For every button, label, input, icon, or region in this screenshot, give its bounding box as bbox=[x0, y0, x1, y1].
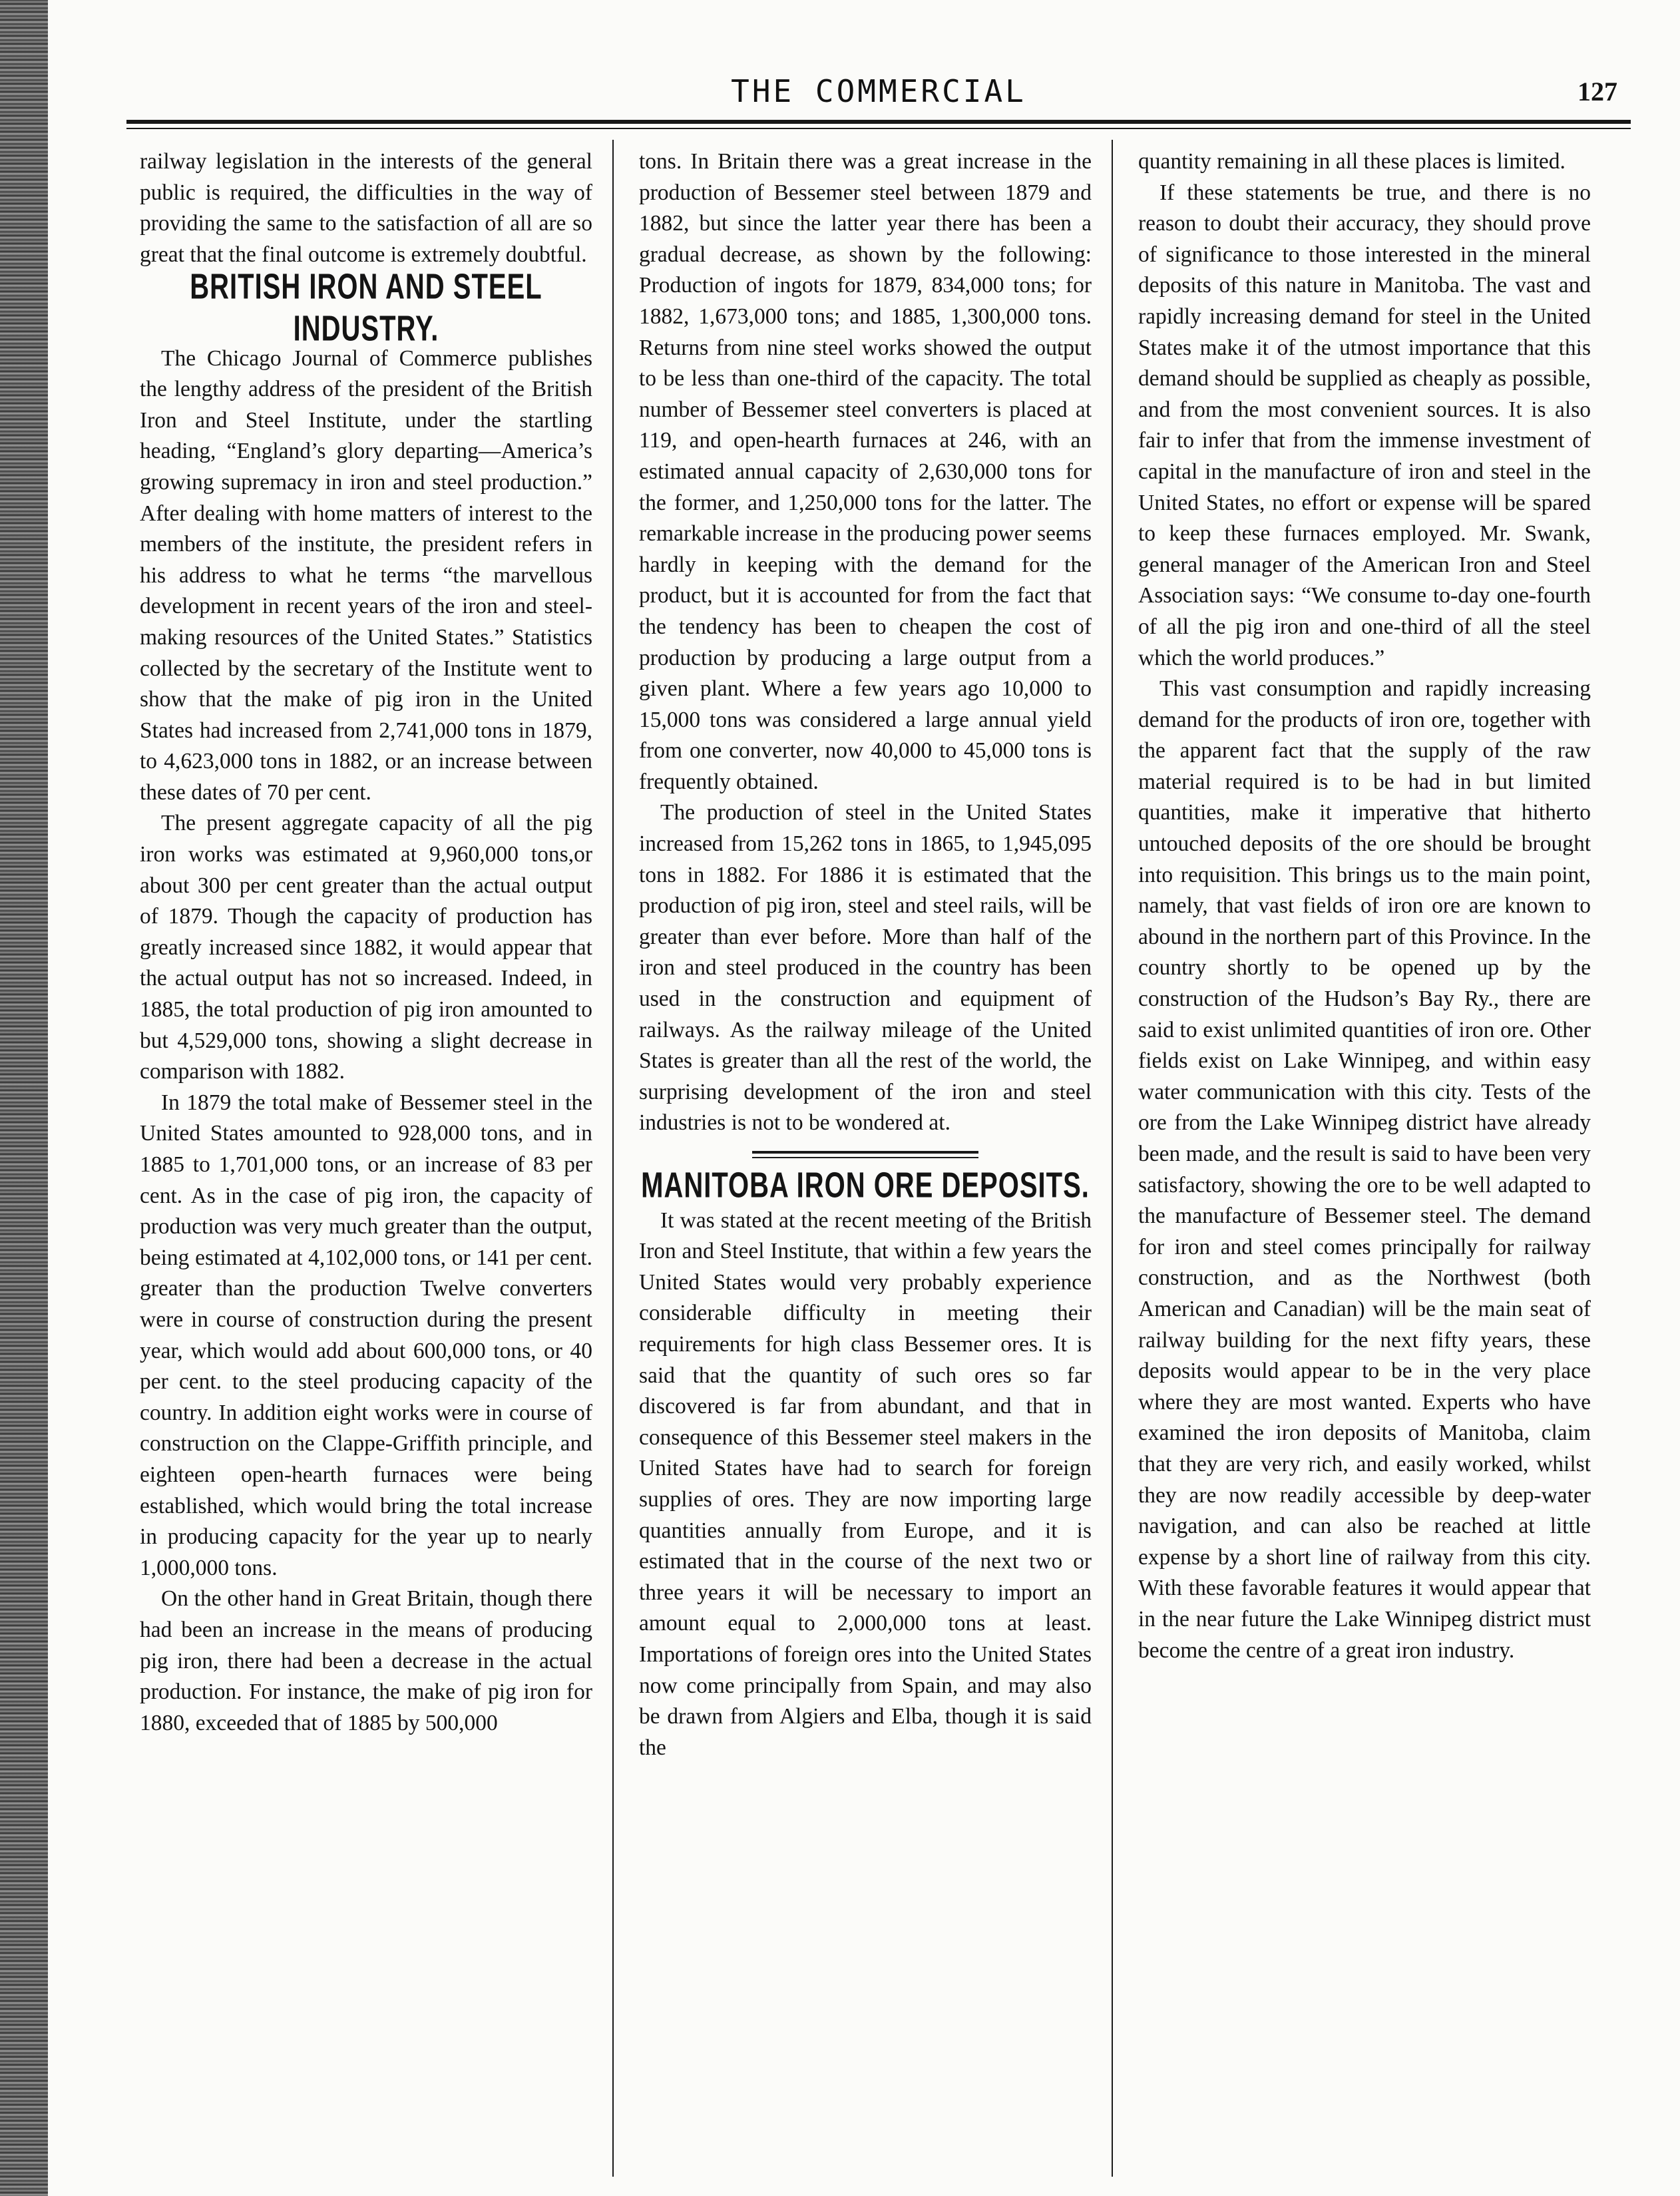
header-rule-thin bbox=[126, 128, 1631, 129]
book-spine-edge bbox=[0, 0, 48, 2196]
paragraph: The production of steel in the United States increased from 15,262 tons in 1865, to 1,945,095 tons in 1882. For 1886 it is estimated that the production of pig iron, steel and steel rails, will be greater than ever before. More than half of the iron and steel produced in the country has been used in the construction and equipment of railways. As the railway mileage of the United States is greater than all the rest of the world, the surprising development of the iron and steel industries is not to be wondered at. bbox=[639, 800, 1092, 1136]
paragraph: tons. In Britain there was a great increase in the production of Bessemer steel between 1879 and 1882, but since the latter year there has been a gradual decrease, as shown by the following: Production of ingots for 1879, 834,000 tons; for 1882, 1,673,000 tons; and 1885, 1,300,000 tons. Returns from nine steel works showed the output to be less than one-third of the capacity. The total number of Bessemer steel converters is placed at 119, and open-hearth furnaces at 246, with an estimated annual capacity of 2,630,000 tons for the former, and 1,250,000 tons for the latter. The remarkable increase in the producing power seems hardly in keeping with the demand for the product, but it is accounted for from the fact that the tendency has been to cheapen the cost of production by producing a large output from a given plant. Where a few years ago 10,000 to 15,000 tons was considered a large annual yield from one converter, now 40,000 to 45,000 tons is frequently obtained. bbox=[639, 149, 1092, 794]
paragraph: It was stated at the recent meeting of the British Iron and Steel Institute, that within a few years the United States would very probably experience considerable difficulty in meeting their requirements for high class Bessemer ores. It is said that the quantity of such ores so far discovered is far from abundant, and that in consequence of this Bessemer steel makers in the United States have had to search for foreign supplies of ores. They are now importing large quantities annually from Europe, and it is estimated that in the course of the next two or three years it will be necessary to import an amount equal to 2,000,000 tons at least. Importations of foreign ores into the United States now come principally from Spain, and may also be drawn from Algiers and Elba, though it is said the bbox=[639, 1208, 1092, 1760]
paragraph: railway legislation in the interests of the general public is required, the difficulties in the way of providing the same to the satisfaction of all are so great that the final outcome is extremely doubtful. bbox=[140, 149, 592, 267]
header-rule-thick bbox=[126, 120, 1631, 124]
column-right bbox=[1138, 146, 1591, 2183]
article-heading-manitoba-ore: MANITOBA IRON ORE DEPOSITS. bbox=[641, 1166, 1090, 1206]
column-divider bbox=[612, 140, 614, 2177]
paragraph: The Chicago Journal of Commerce publishes the lengthy address of the president of the British Iron and Steel Institute, under the startling heading, “England’s glory departing—America’s growing supremacy in iron and steel production.” After dealing with home matters of interest to the members of the institute, the president refers in his address to what he terms “the marvellous development in recent years of the iron and steel-making resources of the United States.” Statistics collected by the secretary of the Institute went to show that the make of pig iron in the United States had increased from 2,741,000 tons in 1879, to 4,623,000 tons in 1882, or an increase between these dates of 70 per cent. bbox=[140, 345, 592, 805]
page-header bbox=[126, 73, 1631, 126]
column-middle bbox=[639, 146, 1092, 2183]
paragraph: This vast consumption and rapidly increasing demand for the products of iron ore, together with the apparent fact that the supply of the raw material required is to be had in but limited quantities, make it imperative that hitherto untouched deposits of the ore should be brought into requisition. This brings us to the main point, namely, that vast fields of iron ore are known to abound in the northern part of this Province. In the country shortly to be opened up by the construction of the Hudson’s Bay Ry., there are said to exist unlimited quantities of iron ore. Other fields exist on Lake Winnipeg, and within easy water communication with this city. Tests of the ore from the Lake Winnipeg district have already been made, and the result is said to have been very satisfactory, showing the ore to be well adapted to the manufacture of Bessemer steel. The demand for iron and steel comes principally for railway construction, and as the Northwest (both American and Canadian) will be the main seat of railway building for the next fifty years, these deposits would appear to be in the very place where they are most wanted. Experts who have examined the iron deposits of Manitoba, claim that they are very rich, and easily worked, whilst they are now readily accessible by deep-water navigation, and can also be reached at little expense by a short line of railway from this city. With these favorable features it would appear that in the near future the Lake Winnipeg district must become the centre of a great iron industry. bbox=[1138, 676, 1591, 1663]
newspaper-page bbox=[126, 53, 1631, 2177]
column-left bbox=[140, 146, 592, 2183]
publication-title: THE COMMERCIAL bbox=[731, 73, 1026, 109]
paragraph: In 1879 the total make of Bessemer steel in the United States amounted to 928,000 tons, and in 1885 to 1,701,000 tons, or an increase of 83 per cent. As in the case of pig iron, the capacity of production was very much greater than the output, being estimated at 4,102,000 tons, or 141 per cent. greater than the production Twelve converters were in course of construction during the present year, which would add about 600,000 tons, or 40 per cent. to the steel producing capacity of the country. In addition eight works were in course of construction on the Clappe-Griffith principle, and eighteen open-hearth furnaces were being established, which would bring the total increase in producing capacity for the year up to nearly 1,000,000 tons. bbox=[140, 1090, 592, 1580]
paragraph: If these statements be true, and there is no reason to doubt their accuracy, they should prove of significance to those interested in the mineral deposits of this nature in Manitoba. The vast and rapidly increasing demand for steel in the United States make it of the utmost importance that this demand should be supplied as cheaply as possible, and from the most convenient sources. It is also fair to infer that from the immense investment of capital in the manufacture of iron and steel in the United States, no effort or expense will be spared to keep these furnaces employed. Mr. Swank, general manager of the American Iron and Steel Association says: “We consume to-day one-fourth of all the pig iron and one-third of all the steel which the world produces.” bbox=[1138, 180, 1591, 670]
paragraph: On the other hand in Great Britain, though there had been an increase in the means of producing pig iron, there had been a decrease in the actual production. For instance, the make of pig iron for 1880, exceeded that of 1885 by 500,000 bbox=[140, 1586, 592, 1735]
article-heading-british-iron: BRITISH IRON AND STEEL INDUSTRY. bbox=[190, 267, 542, 349]
paragraph: The present aggregate capacity of all the pig iron works was estimated at 9,960,000 tons,or about 300 per cent greater than the actual output of 1879. Though the capacity of production has greatly increased since 1882, it would appear that the actual output has not so increased. Indeed, in 1885, the total production of pig iron amounted to but 4,529,000 tons, showing a slight decrease in comparison with 1882. bbox=[140, 811, 592, 1084]
paragraph: quantity remaining in all these places is limited. bbox=[1138, 149, 1566, 174]
column-divider bbox=[1112, 140, 1113, 2177]
page-number: 127 bbox=[1577, 77, 1617, 107]
article-separator bbox=[752, 1151, 978, 1158]
